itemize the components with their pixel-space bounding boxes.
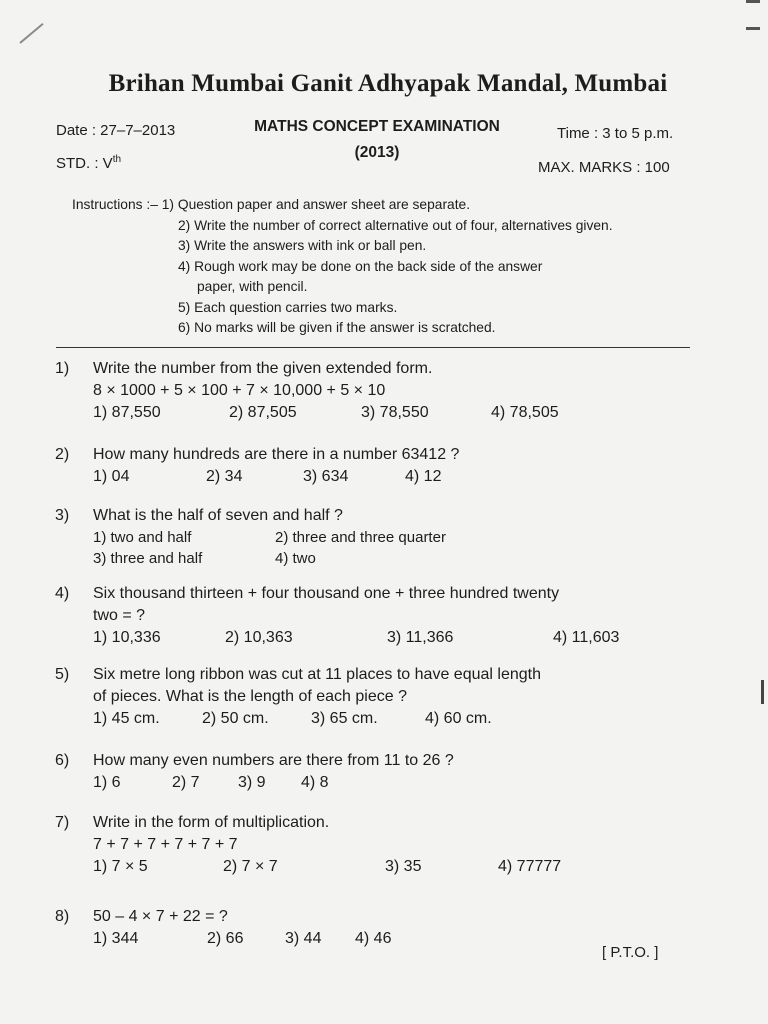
question-body — [93, 505, 713, 569]
option-3: 3) 65 cm. — [311, 710, 378, 727]
question-number: 4) — [55, 585, 70, 602]
exam-year: (2013) — [354, 144, 400, 161]
question-stem: Write the number from the given extended form. — [93, 360, 433, 377]
pencil-mark — [19, 23, 43, 44]
option-4: 4) 78,505 — [491, 404, 559, 421]
question-number: 3) — [55, 507, 70, 524]
option-2: 2) three and three quarter — [275, 529, 446, 546]
standard-superscript: th — [112, 154, 122, 165]
question-stem: Write in the form of multiplication. — [93, 814, 330, 831]
option-2: 2) 7 × 7 — [223, 858, 278, 875]
options-row — [93, 627, 713, 649]
pto-note: [ P.T.O. ] — [602, 944, 659, 961]
question-stem: How many hundreds are there in a number 63412 ? — [93, 446, 460, 463]
option-1: 1) 10,336 — [93, 629, 161, 646]
question-number: 2) — [55, 446, 70, 463]
question-body — [93, 583, 713, 649]
instruction-item: 3) Write the answers with ink or ball pen. — [178, 238, 427, 253]
option-1: 1) 45 cm. — [93, 710, 160, 727]
max-marks: MAX. MARKS : 100 — [538, 159, 670, 176]
option-2: 2) 10,363 — [225, 629, 293, 646]
option-2: 2) 34 — [206, 468, 243, 485]
option-3: 3) 11,366 — [387, 629, 454, 646]
option-3: 3) 44 — [285, 930, 322, 947]
options-row — [93, 708, 713, 730]
question-stem: Six metre long ribbon was cut at 11 places to have equal length — [93, 666, 541, 683]
instructions-label: Instructions :– — [72, 197, 158, 212]
option-4: 4) 60 cm. — [425, 710, 492, 727]
options-row — [93, 527, 713, 548]
option-1: 1) 87,550 — [93, 404, 161, 421]
option-3: 3) 9 — [238, 774, 266, 791]
exam-title-block — [222, 114, 532, 166]
question-body — [93, 750, 713, 794]
option-1: 1) 6 — [93, 774, 121, 791]
edge-mark — [746, 0, 760, 30]
option-1: 1) 344 — [93, 930, 139, 947]
option-2: 2) 7 — [172, 774, 200, 791]
organization-title: Brihan Mumbai Ganit Adhyapak Mandal, Mumbai — [108, 70, 668, 97]
divider-line — [56, 347, 690, 348]
option-1: 1) 04 — [93, 468, 130, 485]
option-4: 4) 8 — [301, 774, 329, 791]
option-4: 4) 11,603 — [553, 629, 620, 646]
option-2: 2) 66 — [207, 930, 244, 947]
instruction-item: 4) Rough work may be done on the back side of the answer — [178, 258, 543, 274]
option-3: 3) 78,550 — [361, 404, 429, 421]
option-2: 2) 87,505 — [229, 404, 297, 421]
exam-time: Time : 3 to 5 p.m. — [557, 125, 674, 142]
question-stem: How many even numbers are there from 11 to 26 ? — [93, 752, 454, 769]
standard-text: STD. : V — [56, 155, 113, 172]
option-1: 1) 7 × 5 — [93, 858, 148, 875]
exam-title: MATHS CONCEPT EXAMINATION — [254, 118, 500, 135]
question-body — [93, 812, 713, 878]
question-stem: What is the half of seven and half ? — [93, 507, 343, 524]
instruction-item: 2) Write the number of correct alternative out of four, alternatives given. — [178, 217, 613, 233]
exam-date: Date : 27–7–2013 — [56, 122, 176, 139]
question-stem-continued: of pieces. What is the length of each piece ? — [93, 688, 407, 705]
question-expression: 7 + 7 + 7 + 7 + 7 + 7 — [93, 836, 238, 853]
question-stem-continued: two = ? — [93, 607, 146, 624]
question-body — [93, 358, 713, 424]
question-body — [93, 664, 713, 730]
options-row — [93, 548, 713, 569]
option-4: 4) 77777 — [498, 858, 562, 875]
question-number: 7) — [55, 814, 70, 831]
question-number: 5) — [55, 666, 70, 683]
option-2: 2) 50 cm. — [202, 710, 269, 727]
question-number: 6) — [55, 752, 70, 769]
options-row — [93, 402, 713, 424]
option-4: 4) two — [275, 550, 316, 567]
question-number: 1) — [55, 360, 70, 377]
options-row — [93, 856, 713, 878]
question-number: 8) — [55, 908, 70, 925]
option-1: 1) two and half — [93, 529, 192, 546]
instructions — [72, 195, 702, 339]
question-stem: Six thousand thirteen + four thousand one + three hundred twenty — [93, 585, 560, 602]
options-row — [93, 772, 713, 794]
option-4: 4) 12 — [405, 468, 442, 485]
instruction-item: 5) Each question carries two marks. — [178, 299, 398, 315]
instruction-row-1 — [72, 195, 702, 216]
question-body — [93, 444, 713, 488]
option-4: 4) 46 — [355, 930, 392, 947]
option-3: 3) 634 — [303, 468, 349, 485]
question-expression: 50 – 4 × 7 + 22 = ? — [93, 908, 228, 925]
option-3: 3) 35 — [385, 858, 422, 875]
edge-mark-lower — [761, 680, 764, 704]
options-row — [93, 466, 713, 488]
question-expression: 8 × 1000 + 5 × 100 + 7 × 10,000 + 5 × 10 — [93, 382, 386, 399]
instruction-item-continued: paper, with pencil. — [197, 279, 308, 294]
instruction-item: 6) No marks will be given if the answer is scratched. — [178, 320, 496, 335]
instruction-item: 1) Question paper and answer sheet are separate. — [161, 197, 471, 212]
standard — [56, 154, 121, 172]
option-3: 3) three and half — [93, 550, 203, 567]
